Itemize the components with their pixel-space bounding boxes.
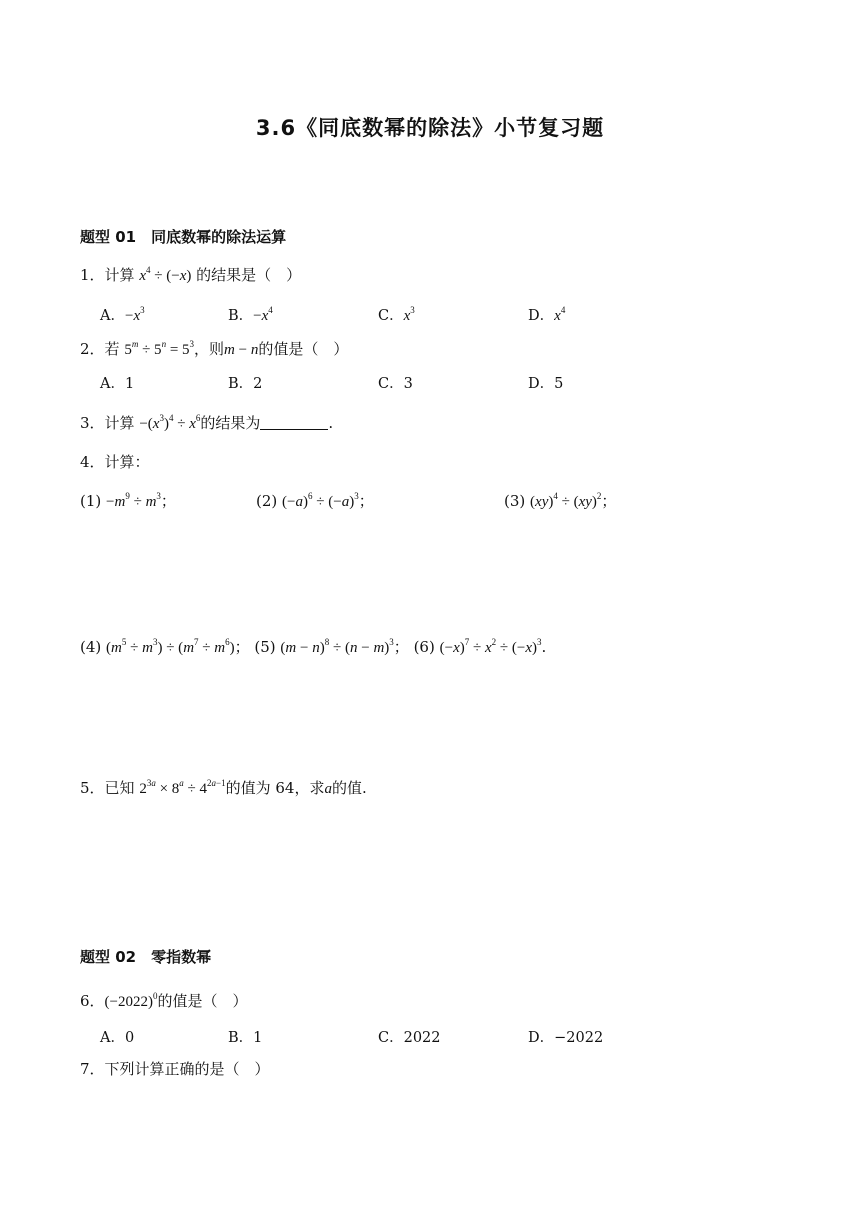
question-6: 6．$(-2022)^0$的值是（ ）	[80, 991, 248, 1010]
question-5: 5．已知 $2^{3a} \times 8^a \div 4^{2a-1}$的值为 64，求a的值.	[80, 778, 367, 797]
question-3-expression: $-(x^3)^4 \div x^6$	[139, 413, 201, 432]
question-4-part-4-6: (4) $(m^5 \div m^3) \div (m^7 \div m^6)$； (5) $(m - n)^8 \div (n - m)^3$； (6) $(-x)^7 \div x^2 \div (-x)^3$.	[80, 637, 547, 656]
question-1-suffix: 的结果是（ ）	[196, 266, 302, 284]
question-2-option-a[interactable]: A．1	[100, 376, 135, 392]
question-2-option-c[interactable]: C．3	[378, 376, 413, 392]
question-1	[80, 264, 301, 285]
question-1-number: 1．计算	[80, 266, 135, 284]
question-2-option-b[interactable]: B．2	[228, 376, 263, 392]
question-4: 4．计算：	[80, 453, 150, 471]
section-heading-1: 题型 01 同底数幂的除法运算	[80, 228, 287, 246]
answer-blank[interactable]	[260, 415, 328, 430]
page-title: 3.6《同底数幂的除法》小节复习题	[255, 116, 605, 140]
question-1-expression: $x^4 \div (-x)$	[139, 265, 192, 284]
question-3: 3．计算 $-(x^3)^4 \div x^6$的结果为 .	[80, 413, 334, 432]
question-5-expression: $2^{3a} \times 8^a \div 4^{2a-1}$	[139, 778, 226, 797]
question-2-option-d[interactable]: D．5	[528, 376, 564, 392]
question-6-option-a[interactable]: A．0	[100, 1030, 135, 1046]
question-2: 2．若 $5^m \div 5^n = 5^3$，则m − n的值是（ ）	[80, 339, 349, 358]
question-2-target: m − n	[224, 342, 259, 358]
question-6-expression: $(-2022)^0$	[104, 991, 158, 1010]
question-1-option-b[interactable]: B．$-x^4$	[228, 305, 273, 324]
question-4-part-2: (2) $(-a)^6 \div (-a)^3$；	[256, 491, 374, 510]
question-1-option-d[interactable]: D．$x^4$	[528, 305, 566, 324]
question-4-part-3: (3) (xy)$^4$ ÷ (xy)$^2$；	[504, 491, 617, 510]
question-1-option-a[interactable]: A．$-x^3$	[100, 305, 145, 324]
question-4-part-1: $(1) -m^9 \div m^3$；	[80, 491, 176, 510]
question-6-option-c[interactable]: C．2022	[378, 1030, 441, 1046]
question-1-option-c[interactable]: C．$x^3$	[378, 305, 415, 324]
question-6-option-b[interactable]: B．1	[228, 1030, 263, 1046]
question-2-number: 2．若	[80, 340, 120, 358]
question-6-option-d[interactable]: D．−2022	[528, 1030, 604, 1046]
question-2-expression: $5^m \div 5^n = 5^3$	[124, 339, 195, 358]
question-7: 7．下列计算正确的是（ ）	[80, 1060, 270, 1078]
section-heading-2: 题型 02 零指数幂	[80, 948, 212, 966]
